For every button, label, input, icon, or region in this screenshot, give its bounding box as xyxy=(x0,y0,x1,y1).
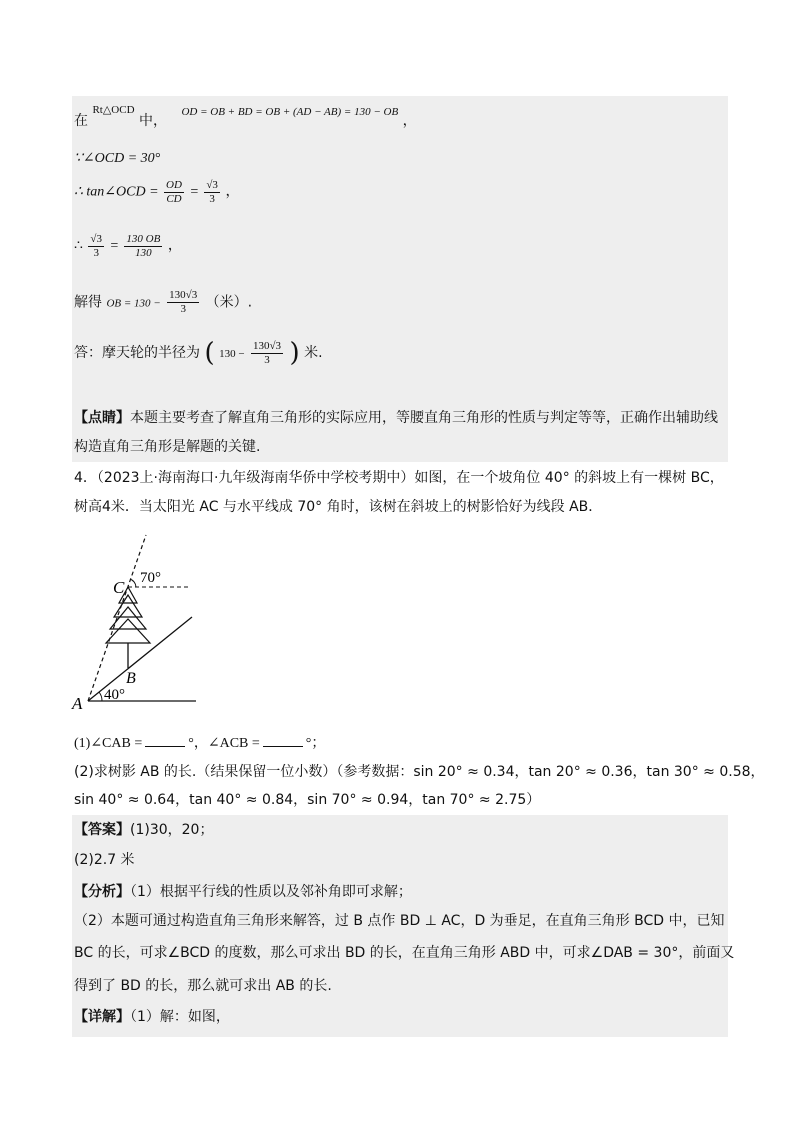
tree-layer-4 xyxy=(106,619,150,643)
answer-line-2: (2)2.7 米 xyxy=(74,852,135,868)
analysis-line-3: BC 的长，可求∠BCD 的度数，那么可求出 BD 的长，在直角三角形 ABD 中，可求∠DAB = 30°，前面又 xyxy=(74,945,735,961)
label-a: A xyxy=(72,694,83,713)
detail-line: 【详解】（1）解：如图， xyxy=(74,1009,230,1025)
label-c: C xyxy=(113,578,125,597)
dianjing-line-2: 构造直角三角形是解题的关键. xyxy=(74,439,261,455)
part-2-line-1: (2)求树影 AB 的长.（结果保留一位小数）（参考数据：sin 20° ≈ 0.34，tan 20° ≈ 0.36，tan 30° ≈ 0.58， xyxy=(74,764,765,780)
part-1: (1)∠CAB = °，∠ACB = °； xyxy=(74,736,326,751)
angle-label-40: 40° xyxy=(104,687,125,703)
angle-label-70: 70° xyxy=(140,570,161,586)
solution-line-1: 在 Rt△OCD 中， OD = OB + BD = OB + (AD − AB) = 130 − OB ， xyxy=(74,104,417,129)
angle-arc-40 xyxy=(99,692,102,701)
answer-line-1: 【答案】(1)30，20； xyxy=(74,822,214,838)
question-4-line-2: 树高4米．当太阳光 AC 与水平线成 70° 角时，该树在斜坡上的树影恰好为线段 AB． xyxy=(74,499,603,515)
solution-line-4: ∴ $\frac{√3}{3}$ = $\frac{130 OB}{130}$ ， xyxy=(74,233,182,259)
analysis-line-4: 得到了 BD 的长，那么就可求出 AB 的长. xyxy=(74,978,332,994)
dianjing-line-1: 【点睛】本题主要考查了解直角三角形的实际应用，等腰直角三角形的性质与判定等等，正确作出辅助线 xyxy=(74,410,718,426)
blank-2[interactable] xyxy=(263,734,303,747)
slope-tree-figure xyxy=(70,525,210,715)
solution-line-2: ∵∠OCD = 30° xyxy=(74,151,161,166)
question-4-line-1: 4．（2023上·海南海口·九年级海南华侨中学校考期中）如图，在一个坡角位 40° 的斜坡上有一棵树 BC， xyxy=(74,470,724,486)
label-b: B xyxy=(126,670,136,687)
solution-line-6: 答：摩天轮的半径为 ( 130 − $\frac{130√3}{3}$ ) 米. xyxy=(74,338,323,368)
part-2-line-2: sin 40° ≈ 0.64，tan 40° ≈ 0.84，sin 70° ≈ 0.94，tan 70° ≈ 2.75） xyxy=(74,792,541,808)
solution-line-5: 解得 OB = 130 − $\frac{130√3}{3}$ （米）. xyxy=(74,289,253,315)
tree-layer-3 xyxy=(110,607,146,629)
analysis-line-1: 【分析】（1）根据平行线的性质以及邻补角即可求解； xyxy=(74,884,412,900)
analysis-line-2: （2）本题可通过构造直角三角形来解答，过 B 点作 BD ⊥ AC，D 为垂足，在直角三角形 BCD 中，已知 xyxy=(74,913,725,929)
solution-band xyxy=(72,96,728,462)
angle-arc-70 xyxy=(130,579,136,587)
solution-line-3: ∴ tan∠OCD = $\frac{OD}{CD}$ = $\frac{√3}{3}$ ， xyxy=(74,179,240,205)
blank-1[interactable] xyxy=(145,734,185,747)
